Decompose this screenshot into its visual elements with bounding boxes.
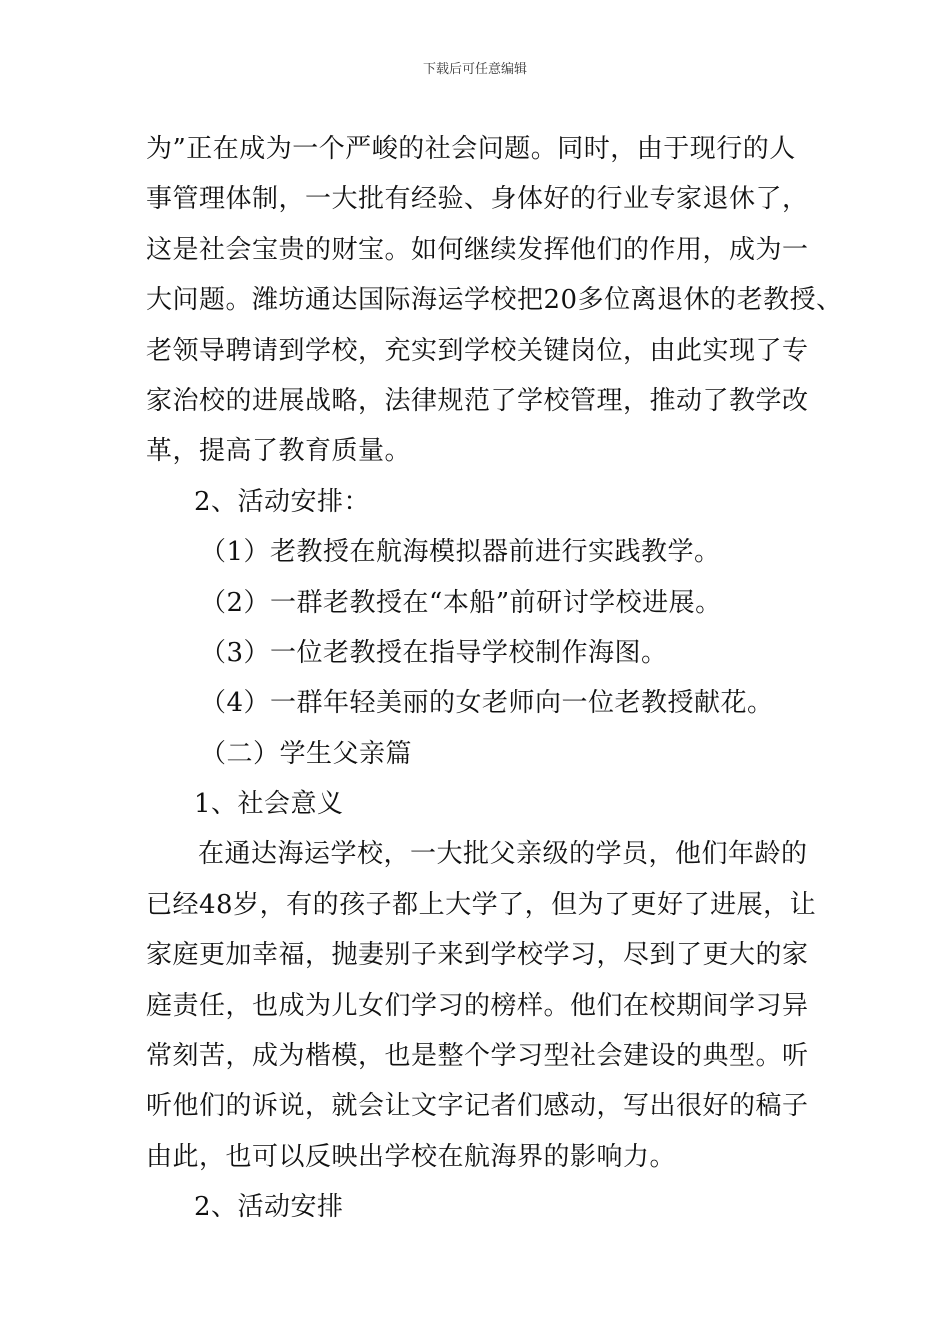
paragraph-line: 为”正在成为一个严峻的社会问题。同时，由于现行的人 (146, 134, 796, 164)
activity-item: （4）一群年轻美丽的女老师向一位老教授献花。 (200, 688, 774, 719)
activity-item: （2）一群老教授在“本船”前研讨学校进展。 (200, 587, 722, 618)
paragraph-line: 事管理体制，一大批有经验、身体好的行业专家退休了， (146, 184, 809, 215)
paragraph-line: 革，提高了教育质量。 (146, 436, 412, 467)
paragraph-line: 家治校的进展战略，法律规范了学校管理，推动了教学改 (146, 385, 809, 416)
activity-heading: 2、活动安排 (194, 1192, 344, 1223)
paragraph-line: 家庭更加幸福，抛妻别子来到学校学习，尽到了更大的家 (146, 940, 809, 971)
paragraph-line: 老领导聘请到学校，充实到学校关键岗位，由此实现了专 (146, 335, 809, 366)
paragraph-line: 在通达海运学校，一大批父亲级的学员，他们年龄的 (198, 839, 808, 870)
activity-item: （1）老教授在航海模拟器前进行实践教学。 (200, 537, 721, 568)
paragraph-line: 已经48岁，有的孩子都上大学了，但为了更好了进展，让 (146, 889, 817, 920)
activity-heading: 2、活动安排： (194, 486, 371, 517)
page-header: 下载后可任意编辑 (422, 62, 527, 77)
paragraph-line: 听他们的诉说，就会让文字记者们感动，写出很好的稿子 (146, 1091, 809, 1122)
social-heading: 1、社会意义 (194, 789, 344, 820)
paragraph-line: 大问题。潍坊通达国际海运学校把20多位离退休的老教授、 (146, 285, 843, 316)
paragraph-line: 常刻苦，成为楷模，也是整个学习型社会建设的典型。听 (146, 1041, 809, 1072)
activity-item: （3）一位老教授在指导学校制作海图。 (200, 637, 668, 668)
paragraph-line: 由此，也可以反映出学校在航海界的影响力。 (146, 1141, 677, 1172)
paragraph-line: 这是社会宝贵的财宝。如何继续发挥他们的作用，成为一 (146, 234, 809, 265)
paragraph-line: 庭责任，也成为儿女们学习的榜样。他们在校期间学习异 (146, 990, 809, 1021)
document-body (146, 124, 843, 1233)
section-heading: （二）学生父亲篇 (200, 738, 413, 769)
